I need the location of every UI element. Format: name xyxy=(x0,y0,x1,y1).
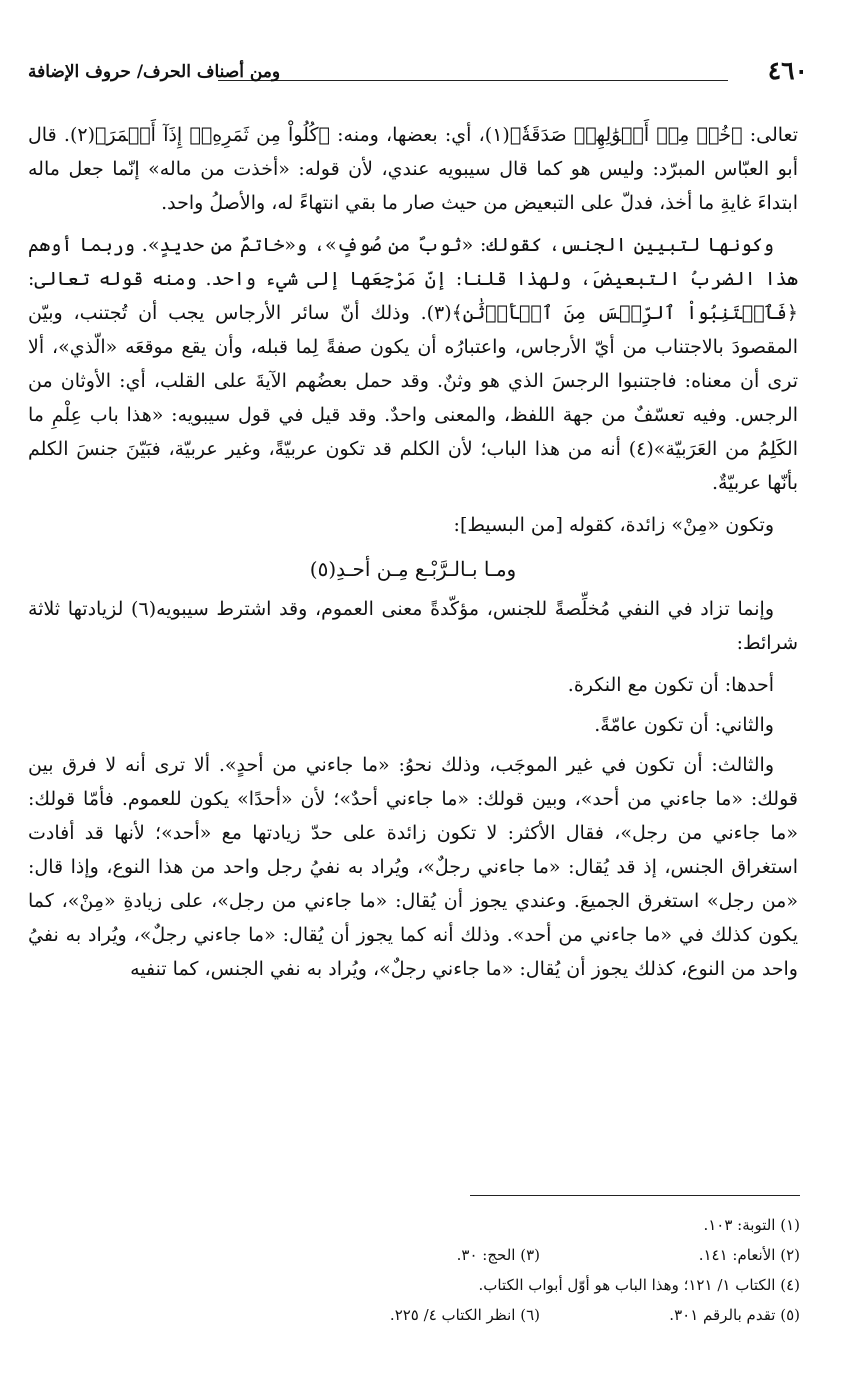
footnote-row xyxy=(240,1240,800,1270)
poetry-verse: ومـا بـالـرَّبْـع مِـن أحـدِ(٥) xyxy=(309,557,517,581)
footnote-row xyxy=(240,1210,800,1240)
paragraph-4: وإنما تزاد في النفي مُخلِّصةً للجنس، مؤكّدةً معنى العموم، وقد اشترط سيبويه(٦) لزيادتها ثلاثة شرائط: xyxy=(28,598,798,654)
page-number: ٤٦٠ xyxy=(767,56,808,85)
paragraph-3: وتكون «مِنْ» زائدة، كقوله [من البسيط]: xyxy=(453,514,774,536)
footnote-2: (٢) الأنعام: ١٤١. xyxy=(698,1246,800,1264)
page-header xyxy=(28,56,818,96)
paragraph-2: وكونها لتبيين الجنس، كقولك: «ثوبٌ من صُوفٍ»، و«خاتمٌ من حديدٍ». وربما أوهم هذا الضربُ التبعيضَ، ولهذا قلنا: إنّ مَرْجِعَها إلى شيء واحد. ومنه قوله تعالى: ﴿فَٱجۡتَنِبُواْ ٱلرِّجۡسَ مِنَ ٱلۡأَوۡثَٰنِ﴾(٣). وذلك أنّ سائر الأرجاس يجب أن تُجتنب، وبيّن المقصودَ بالاجتناب من أيّ الأرجاس، واعتبارُه أن يكون صفةً لِما قبله، وأن يقع موقعَه «الّذي»، ألا ترى أن معناه: فاجتنبوا الرجسَ الذي هو وثنٌ. وقد حمل بعضُهم الآيةَ على القلب، أي: الأوثان من الرجس. وفيه تعسّفٌ من جهة اللفظ، والمعنى واحدٌ. وقد قيل في قول سيبويه: «هذا باب عِلْمِ ما الكَلِمُ من العَرَبيّة»(٤) أنه من هذا الباب؛ لأن الكلم قد تكون عربيّةً، وغير عربيّة، فبَيّنَ جنسَ الكلم بأنّها عربيّةٌ. xyxy=(28,234,798,494)
footnote-row xyxy=(240,1270,800,1300)
header-rule xyxy=(218,80,728,81)
footnote-6: (٦) انظر الكتاب ٤/ ٢٢٥. xyxy=(389,1306,540,1324)
footnote-row xyxy=(240,1300,800,1330)
condition-2: والثاني: أن تكون عامّةً. xyxy=(594,714,774,736)
running-title: ومن أصناف الحرف/ حروف الإضافة xyxy=(28,62,281,82)
footnote-5: (٥) تقدم بالرقم ٣٠١. xyxy=(669,1306,800,1324)
condition-1: أحدها: أن تكون مع النكرة. xyxy=(567,674,774,696)
paragraph-5: والثالث: أن تكون في غير الموجَب، وذلك نحوُ: «ما جاءني من أحدٍ». ألا ترى أنه لا فرق بين قولك: «ما جاءني من أحد»، وبين قولك: «ما جاءني أحدٌ»؛ لأن «أحدًا» يكون للعموم. فأمّا قولك: «ما جاءني من رجل»، فقال الأكثر: لا تكون زائدة على حدّ زيادتها مع «أحد»؛ لأنها قد أفادت استغراق الجنس، إذ قد يُقال: «ما جاءني رجلٌ»، ويُراد به نفيُ رجل واحد من هذا النوع، وإذا قال: «من رجل» استغرق الجميعَ. وعندي يجوز أن يُقال: «ما جاءني من رجل»، على زيادةِ «مِنْ»، كما يكون كذلك في «ما جاءني من أحد». وذلك أنه كما يجوز أن يُقال: «ما جاءني رجلٌ»، ويُراد به نفيُ واحد من النوع، كذلك يجوز أن يُقال: «ما جاءني رجلٌ»، ويُراد به نفي الجنس، كما تنفيه xyxy=(28,754,798,980)
footnote-3: (٣) الحج: ٣٠. xyxy=(456,1246,540,1264)
footnotes xyxy=(240,1210,800,1330)
paragraph-1: تعالى: ﴿خُذۡ مِنۡ أَمۡوَٰلِهِمۡ صَدَقَةٗ﴾(١)، أي: بعضها، ومنه: ﴿كُلُواْ مِن ثَمَرِهِۦٓ إِذَآ أَثۡمَرَ﴾(٢). قال أبو العبّاس المبرّد: وليس هو كما قال سيبويه عندي، لأن قوله: «أخذت من ماله» إنّما جعل ماله ابتداءَ غايةِ ما أخذ، فدلّ على التبعيض من حيث صار ما بقي انتهاءً له، والأصلُ واحد. xyxy=(28,124,798,214)
footnote-1: (١) التوبة: ١٠٣. xyxy=(703,1216,800,1234)
footnote-4: (٤) الكتاب ١/ ١٢١؛ وهذا الباب هو أوّل أبواب الكتاب. xyxy=(478,1276,800,1294)
main-text xyxy=(28,118,798,994)
footnote-rule xyxy=(470,1195,800,1196)
